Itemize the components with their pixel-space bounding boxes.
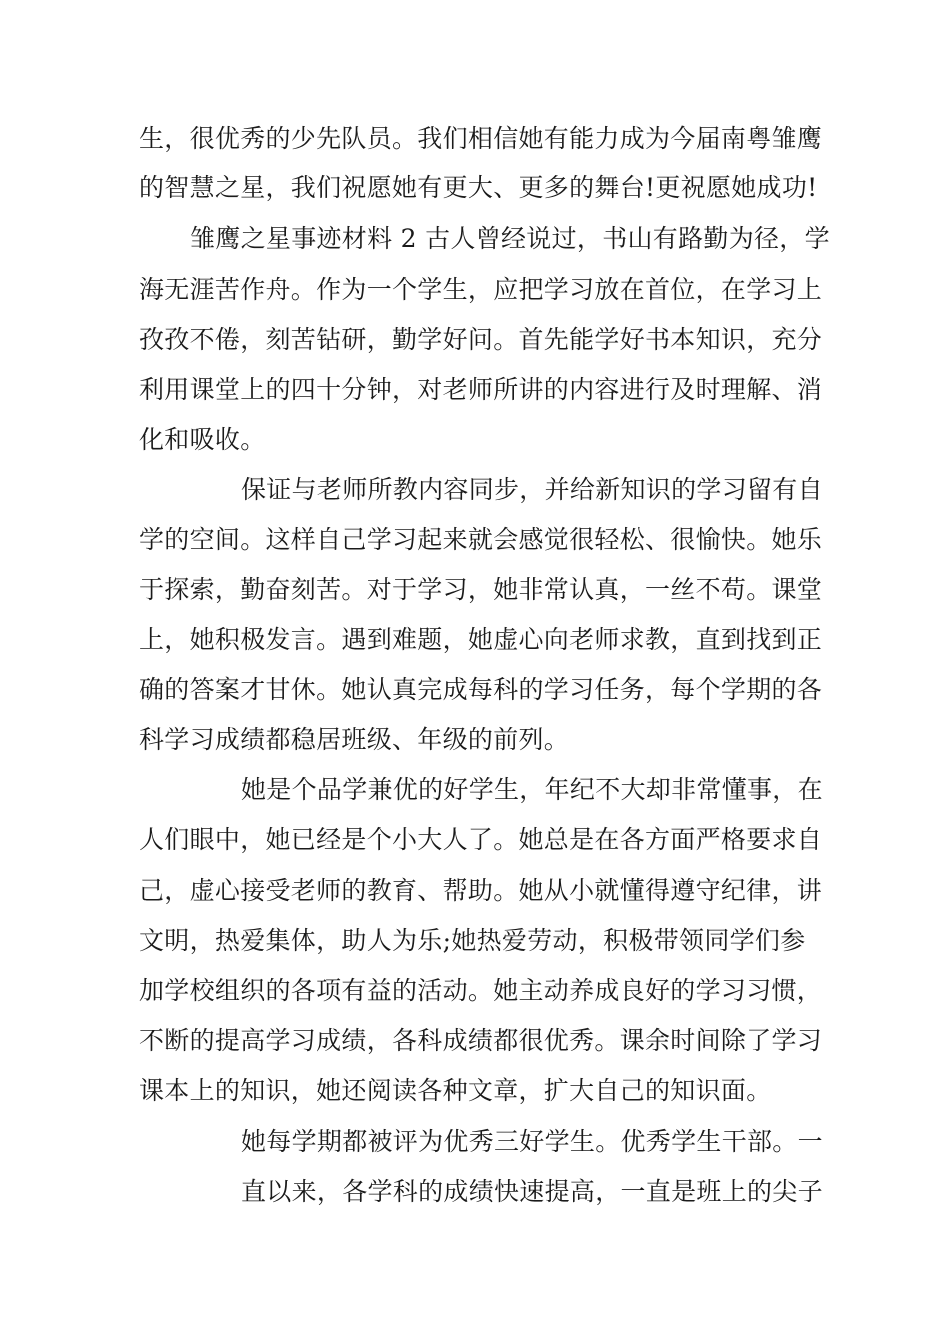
- text-line: 孜孜不倦，刻苦钻研，勤学好问。首先能学好书本知识，充分: [139, 325, 823, 354]
- text-line: 人们眼中，她已经是个小大人了。她总是在各方面严格要求自: [139, 825, 823, 854]
- text-line: 海无涯苦作舟。作为一个学生，应把学习放在首位，在学习上: [139, 275, 823, 304]
- text-line: 的智慧之星，我们祝愿她有更大、更多的舞台!更祝愿她成功!: [139, 173, 818, 202]
- text-line: 她每学期都被评为优秀三好学生。优秀学生干部。一: [241, 1127, 823, 1156]
- text-line: 雏鹰之星事迹材料 2 古人曾经说过，书山有路勤为径，学: [190, 224, 830, 253]
- text-line: 上，她积极发言。遇到难题，她虚心向老师求教，直到找到正: [139, 625, 823, 654]
- text-line: 她是个品学兼优的好学生，年纪不大却非常懂事，在: [241, 775, 823, 804]
- text-line: 利用课堂上的四十分钟，对老师所讲的内容进行及时理解、消: [139, 375, 823, 404]
- text-line: 确的答案才甘休。她认真完成每科的学习任务，每个学期的各: [139, 675, 823, 704]
- text-line: 生，很优秀的少先队员。我们相信她有能力成为今届南粤雏鹰: [139, 124, 823, 153]
- text-line: 化和吸收。: [139, 425, 266, 454]
- text-line: 科学习成绩都稳居班级、年级的前列。: [139, 725, 570, 754]
- text-line: 直以来，各学科的成绩快速提高，一直是班上的尖子: [241, 1177, 823, 1206]
- text-line: 课本上的知识，她还阅读各种文章，扩大自己的知识面。: [139, 1076, 772, 1105]
- text-line: 保证与老师所教内容同步，并给新知识的学习留有自: [241, 475, 823, 504]
- text-line: 于探索，勤奋刻苦。对于学习，她非常认真，一丝不苟。课堂: [139, 575, 823, 604]
- text-line: 己，虚心接受老师的教育、帮助。她从小就懂得遵守纪律，讲: [139, 876, 823, 905]
- text-line: 学的空间。这样自己学习起来就会感觉很轻松、很愉快。她乐: [139, 525, 823, 554]
- text-line: 加学校组织的各项有益的活动。她主动养成良好的学习习惯，: [139, 976, 823, 1005]
- text-line: 文明，热爱集体，助人为乐;她热爱劳动，积极带领同学们参: [139, 926, 806, 955]
- text-line: 不断的提高学习成绩，各科成绩都很优秀。课余时间除了学习: [139, 1026, 823, 1055]
